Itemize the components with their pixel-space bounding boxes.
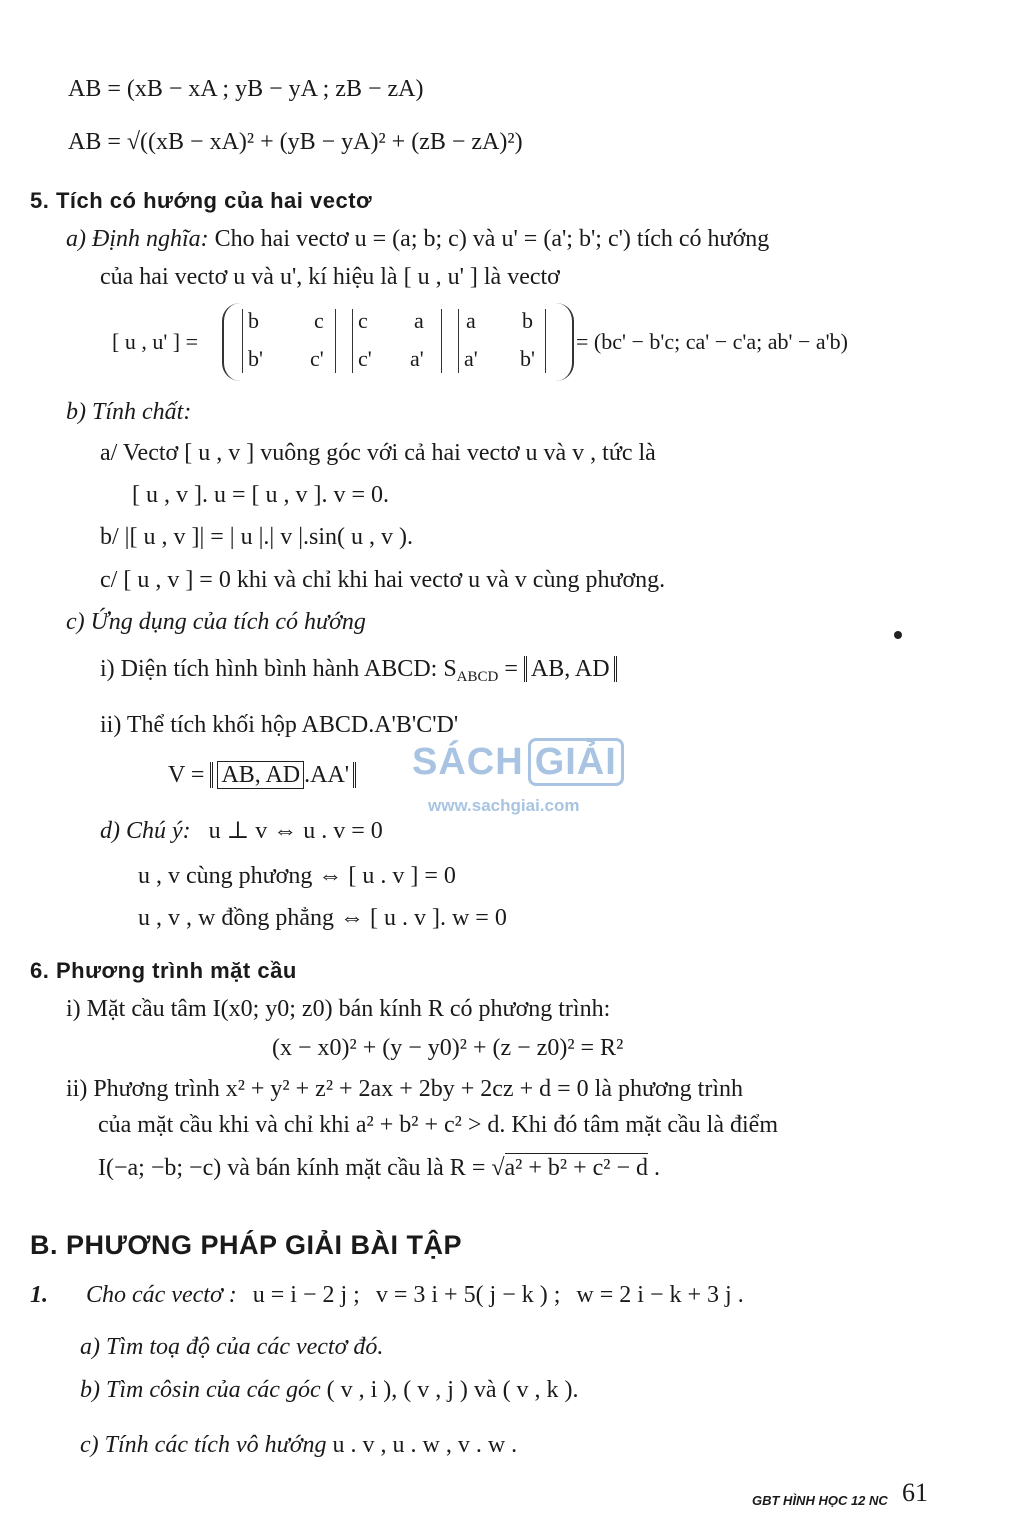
matrix-cell: a	[414, 308, 424, 333]
determinant-matrix	[222, 303, 574, 381]
definition-line-1	[66, 224, 769, 254]
sqrt-sign: √	[491, 1155, 505, 1181]
matrix-cell: a'	[410, 346, 424, 371]
volume-norm	[210, 762, 356, 788]
watermark-brand-box: GIẢI	[528, 738, 624, 786]
question-b	[80, 1375, 579, 1405]
vector-w: w = 2 i − k + 3 j .	[576, 1282, 744, 1308]
note-line-3: u , v , w đồng phẳng ⇔ [ u . v ]. w = 0	[138, 905, 507, 931]
application-volume-label: ii) Thể tích khối hộp ABCD.A'B'C'D'	[100, 712, 459, 738]
section-5-heading: 5. Tích có hướng của hai vectơ	[30, 188, 373, 213]
vector-u: u = i − 2 j ;	[252, 1282, 360, 1308]
sphere-equation: (x − x0)² + (y − y0)² + (z − z0)² = R²	[272, 1035, 624, 1061]
property-a-equation: [ u , v ]. u = [ u , v ]. v = 0.	[132, 482, 390, 508]
property-a: a/ Vectơ [ u , v ] vuông góc với cả hai vectơ u và v , tức là	[100, 440, 656, 466]
ab-vector-formula: AB = (xB − xA ; yB − yA ; zB − zA)	[68, 76, 424, 102]
applications-label: c) Ứng dụng của tích có hướng	[66, 609, 366, 635]
question-c	[80, 1430, 517, 1460]
matrix-cell: b	[522, 308, 533, 333]
matrix-cell: b'	[248, 346, 263, 371]
question-c-products: u . v , u . w , v . w .	[332, 1432, 518, 1458]
exercise-number: 1.	[30, 1282, 48, 1308]
sphere-general-3	[98, 1153, 660, 1183]
property-c: c/ [ u , v ] = 0 khi và chỉ khi hai vectơ u và v cùng phương.	[100, 567, 666, 593]
note-perpendicular: u ⊥ v ⇔ u . v = 0	[208, 818, 383, 844]
application-volume-formula	[168, 760, 356, 790]
definition-line-2: của hai vectơ u và u', kí hiệu là [ u , u' ] là vectơ	[100, 264, 560, 290]
matrix-cell: b	[248, 308, 259, 333]
matrix-cell: b'	[520, 346, 535, 371]
property-b: b/ |[ u , v ]| = | u |.| v |.sin( u , v ).	[100, 524, 414, 550]
exercise-1	[30, 1280, 744, 1310]
sphere-general-1: ii) Phương trình x² + y² + z² + 2ax + 2by + 2cz + d = 0 là phương trình	[66, 1076, 743, 1102]
sphere-definition: i) Mặt cầu tâm I(x0; y0; z0) bán kính R có phương trình:	[66, 996, 611, 1022]
matrix-cell: a	[466, 308, 476, 333]
properties-label: b) Tính chất:	[66, 399, 192, 425]
sphere-general-2: của mặt cầu khi và chỉ khi a² + b² + c² > d. Khi đó tâm mặt cầu là điểm	[98, 1112, 778, 1138]
sentence-end: .	[654, 1155, 661, 1181]
part-b-heading: B. PHƯƠNG PHÁP GIẢI BÀI TẬP	[30, 1230, 462, 1260]
watermark-url: www.sachgiai.com	[428, 796, 580, 815]
definition-label: a) Định nghĩa:	[66, 226, 209, 252]
application-area	[100, 654, 617, 692]
footer-book-title: GBT HÌNH HỌC 12 NC	[752, 1493, 888, 1508]
sphere-radius-radicand: a² + b² + c² − d	[504, 1155, 649, 1181]
section-6-heading: 6. Phương trình mặt cầu	[30, 958, 297, 983]
matrix-cell: c	[314, 308, 324, 333]
question-c-label: c) Tính các tích vô hướng	[80, 1432, 327, 1458]
area-text: i) Diện tích hình bình hành ABCD: S	[100, 656, 457, 682]
watermark-brand: SÁCH	[412, 741, 524, 783]
watermark-logo	[412, 738, 624, 786]
vector-v: v = 3 i + 5( j − k ) ;	[375, 1282, 561, 1308]
det-rhs: = (bc' − b'c; ca' − c'a; ab' − a'b)	[576, 329, 848, 354]
ab-length-formula: AB = √((xB − xA)² + (yB − yA)² + (zB − zA)²)	[68, 129, 523, 155]
note-line-2: u , v cùng phương ⇔ [ u . v ] = 0	[138, 863, 456, 889]
note-label: d) Chú ý:	[100, 818, 191, 844]
matrix-cell: c	[358, 308, 368, 333]
volume-lhs: V =	[168, 762, 205, 788]
page-number: 61	[902, 1478, 928, 1507]
sphere-center-text: I(−a; −b; −c) và bán kính mặt cầu là R =	[98, 1155, 486, 1181]
matrix-cell: a'	[464, 346, 478, 371]
question-a: a) Tìm toạ độ của các vectơ đó.	[80, 1334, 384, 1360]
definition-text: Cho hai vectơ u = (a; b; c) và u' = (a'; b'; c') tích có hướng	[214, 226, 770, 252]
volume-cross-product: AB, AD	[217, 761, 304, 789]
area-subscript: ABCD	[456, 669, 499, 685]
area-norm	[524, 656, 617, 682]
matrix-cell: c'	[358, 346, 372, 371]
area-cross-product: AB, AD	[530, 656, 610, 682]
note-line-1	[100, 816, 383, 846]
volume-tail: .AA'	[304, 762, 350, 788]
equals-sign: =	[504, 656, 518, 682]
question-b-angles: ( v , i ), ( v , j ) và ( v , k ).	[326, 1377, 579, 1403]
ink-dot	[894, 631, 902, 639]
det-lhs: [ u , u' ] =	[112, 329, 199, 354]
matrix-cell: c'	[310, 346, 324, 371]
question-b-label: b) Tìm côsin của các góc	[80, 1377, 321, 1403]
exercise-intro: Cho các vectơ :	[86, 1282, 237, 1308]
